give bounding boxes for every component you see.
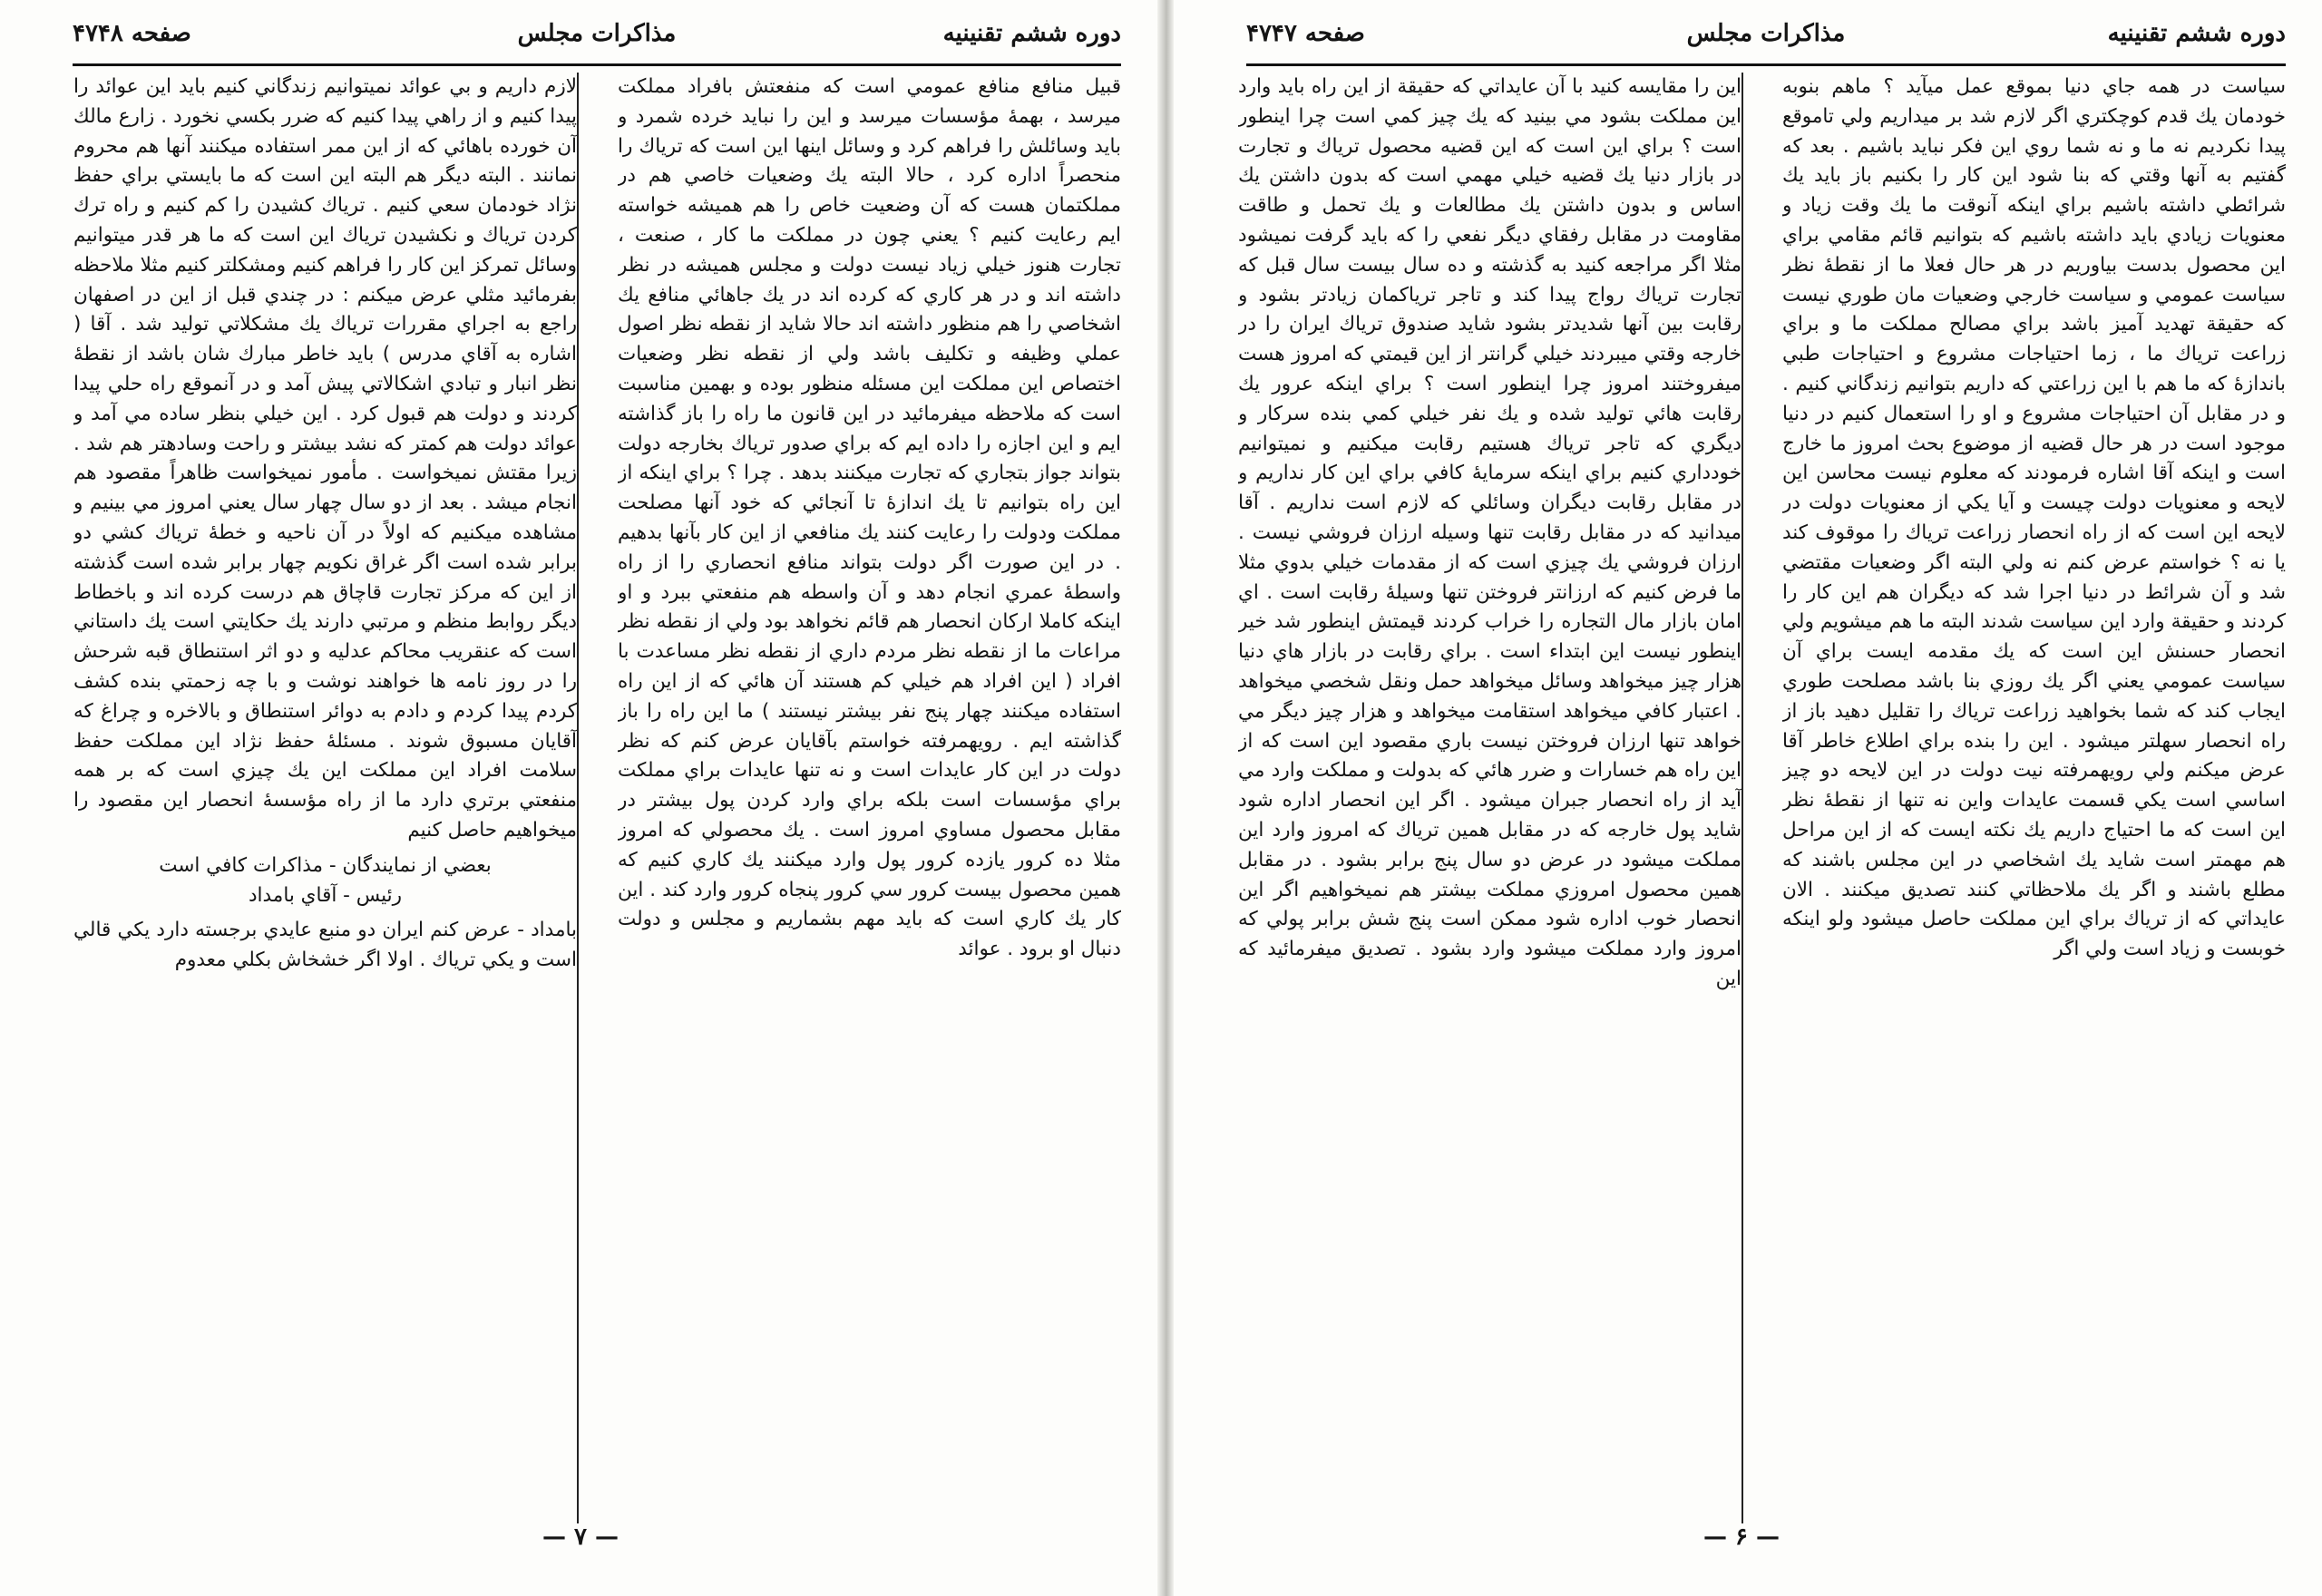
right-header-page-number: صفحه ۴۷۴۷ bbox=[1246, 20, 1365, 47]
book-gutter bbox=[1157, 0, 1174, 1596]
right-page bbox=[1174, 0, 2322, 1596]
right-page-right-column-text: سياست در همه جاي دنيا بموقع عمل ميآيد ؟ ماهم بنوبه خودمان يك قدم كوچكتري اگر لازم شد بر ميداريم ولي تاموقع پيدا نكرديم نه ما و نه شما روي اين فكر نبايد باشيم . بعد كه گفتيم به آنها وقتي كه بنا شود اين كار را بكنيم باز بايد يك شرائطي داشته باشيم براي اينكه آنوقت ما يك وقت زياد و معنويات زيادي بايد داشته باشيم كه بتوانيم قائم مقامي براي اين محصول بدست بياوريم در هر حال فعلا ما از نقطهٔ نظر سياست عمومي و سياست خارجي وضعيات مان طوري نيست كه حقيقة تهديد آميز باشد براي مصالح مملكت ما و براي زراعت ترياك ما ، زما احتياجات مشروع و احتياجات طبي باندازهٔ كه ما هم با اين زراعتي كه داريم بتوانيم زندگاني كنيم . و در مقابل آن احتياجات مشروع و او را استعمال كنيم در دنيا موجود است در هر حال قضيه از موضوع بحث امروز ما خارج است و اينكه آقا اشاره فرمودند كه معلوم نيست محاسن اين لايحه و معنويات دولت چيست و آيا يكي از معنويات دولت در لايحه اين است كه از راه انحصار زراعت ترياك را موقوف كند يا نه ؟ خواستم عرض كنم نه ولي البته اگر وضعيات مقتضي شد و آن شرائط در دنيا اجرا شد كه ديگران هم اين كار را كردند و حقيقة وارد اين سياست شدند البته ما هم ميشويم ولي انحصار حسنش اين است كه يك مقدمه ايست براي آن سياست عمومي يعني اگر يك روزي بنا باشد مصلحت طوري ايجاب كند كه شما بخواهيد زراعت ترياك را تقليل دهيد باز از راه انحصار سهلتر ميشود . اين را بنده براي اطلاع خاطر آقا عرض ميكنم ولي رويهمرفته نيت دولت در اين لايحه دو چيز اساسي است يكي قسمت عايدات واين نه تنها از نقطهٔ نظر اين است كه ما احتياج داريم يك نكته ايست كه از اين مراحل هم مهمتر است شايد يك اشخاصي در اين مجلس باشند كه مطلع باشند و اگر يك ملاحظاتي كنند تصديق ميكنند . الان عايداتي كه از ترياك براي اين مملكت حاصل ميشود ولو اينكه خوبست و زياد است ولي اگر bbox=[1782, 75, 2286, 961]
right-page-header bbox=[1246, 20, 2286, 60]
right-page-right-column bbox=[1782, 73, 2286, 1487]
left-page-right-column-text: قبيل منافع منافع عمومي است كه منفعتش بافراد مملكت ميرسد ، بهمهٔ مؤسسات ميرسد و اين را نبايد خرده شمرد و بايد وسائلش را فراهم كرد و وسائل اينها اين است كه ترياك را منحصراً اداره كرد ، حالا البته يك وضعيات خاصي هم در مملكتمان هست كه آن وضعيت خاص را هم هميشه خواسته ايم رعايت كنيم ؟ يعني چون در مملكت ما كار ، صنعت ، تجارت هنوز خيلي زياد نيست دولت و مجلس هميشه در نظر داشته اند و در هر كاري كه كرده اند در يك جاهائي منافع يك اشخاصي را هم منظور داشته اند حالا شايد از نقطه نظر اصول عملي وظيفه و تكليف باشد ولي از نقطه نظر وضعيات اختصاص اين مملكت اين مسئله منظور بوده و بهمين مناسبت است كه ملاحظه ميفرمائيد در اين قانون ما راه را باز گذاشته ايم و اين اجازه را داده ايم كه براي صدور ترياك بخارجه دولت بتواند جواز بتجاري كه تجارت ميكنند بدهد . چرا ؟ براي اينكه از اين راه بتوانيم تا يك اندازهٔ تا آنجائي كه خود آنها مصلحت مملكت ودولت را رعايت كنند يك منافعي از اين كار بآنها بدهيم . در اين صورت اگر دولت بتواند منافع انحصاري را از راه واسطهٔ عمري انجام دهد و آن واسطه هم منفعتي ببرد و او اينكه كاملا اركان انحصار هم قائم نخواهد بود ولي از نقطه نظر مراعات ما از نقطه نظر مردم داري از نقطه نظر مساعدت با افراد ( اين افراد هم خيلي كم هستند آن هائي كه از اين راه استفاده ميكنند چهار پنج نفر بيشتر نيستند ) ما اين راه را باز گذاشته ايم . رويهمرفته خواستم بآقايان عرض كنم كه نظر دولت در اين كار عايدات است و نه تنها عايدات براي مملكت براي مؤسسات است بلكه براي وارد كردن پول بيشتر در مقابل محصول مساوي امروز است . يك محصولي كه امروز مثلا ده كرور يازده كرور پول وارد ميكنند يك كاري كنيم كه همين محصول بيست كرور سي كرور پنجاه كرور وارد كند . اين كار يك كاري است كه بايد مهم بشماريم و مجلس و دولت دنبال او برود . عوائد bbox=[618, 75, 1121, 961]
left-header-rule bbox=[73, 63, 1121, 66]
left-header-session: دوره ششم تقنينيه bbox=[942, 20, 1121, 47]
left-header-title: مذاكرات مجلس bbox=[517, 20, 677, 47]
right-header-rule bbox=[1246, 63, 2286, 66]
left-page-header bbox=[73, 20, 1121, 60]
left-page-footer-number: — ۷ — bbox=[541, 1523, 620, 1551]
right-page-left-column-text: اين را مقايسه كنيد با آن عايداتي كه حقيقة از اين راه بايد وارد اين مملكت بشود مي بينيد كه يك چيز كمي است چرا اينطور است ؟ براي اين است كه اين قضيه محصول ترياك و تجارت در بازار دنيا يك قضيه خيلي مهمي است كه بدون داشتن يك اساس و بدون داشتن يك مطالعات و يك تحمل و طاقت مقاومت در مقابل رفقاي ديگر نفعي را كه بايد گرفت نميشود مثلا اگر مراجعه كنيد به گذشته و ده سال بيست سال قبل كه تجارت ترياك رواج پيدا كند و تاجر ترياكمان زيادتر بشود و رقابت بين آنها شديدتر بشود شايد صندوق ترياك ايران را در خارجه وقتي ميبردند خيلي گرانتر از اين قيمتي كه امروز هست ميفروختند امروز چرا اينطور است ؟ براي اينكه عرور يك رقابت هائي توليد شده و يك نفر خيلي كمي بنده سركار و ديگري كه تاجر ترياك هستيم رقابت ميكنيم و نميتوانيم خودداري كنيم براي اينكه سرمايهٔ كافي براي اين كار نداريم و در مقابل رقابت ديگران وسائلي كه لازم است نداريم . آقا ميدانيد كه در مقابل رقابت تنها وسيله ارزان فروشي نيست . ارزان فروشي يك چيزي است كه از مقدمات خيلي بدوي مثلا ما فرض كنيم كه ارزانتر فروختن تنها وسيلهٔ رقابت است . اي امان بازار مال التجاره را خراب كردند قيمتش اينطور شد خير اينطور نيست اين ابتداء است . براي رقابت در بازار هاي دنيا هزار چيز ميخواهد وسائل ميخواهد حمل ونقل شخصي ميخواهد . اعتبار كافي ميخواهد استقامت ميخواهد و هزار چيز ديگر مي خواهد تنها ارزان فروختن نيست باري مقصود اين است كه از اين راه هم خسارات و ضرر هائي كه بدولت و مملكت وارد مي آيد از راه انحصار جبران ميشود . اگر اين انحصار اداره شود شايد پول خارجه كه در مقابل همين ترياك كه امروز وارد اين مملكت ميشود در عرض دو سال پنج برابر بشود . در مقابل همين محصول امروزي مملكت بيشتر هم نميخواهيم اگر اين انحصار خوب اداره شود ممكن است پنج شش برابر پولي كه امروز وارد مملكت ميشود وارد بشود . تصديق ميفرمائيد كه اين bbox=[1238, 75, 1742, 990]
right-header-title: مذاكرات مجلس bbox=[1686, 20, 1846, 47]
left-header-page-number: صفحه ۴۷۴۸ bbox=[73, 20, 191, 47]
right-page-footer-number: — ۶ — bbox=[1702, 1523, 1781, 1551]
left-column-divider bbox=[577, 73, 579, 1523]
left-page-left-column bbox=[73, 73, 577, 1487]
members-remark: بعضي از نمايندگان - مذاكرات كافي است bbox=[159, 853, 492, 877]
right-column-divider bbox=[1742, 73, 1743, 1523]
right-header-session: دوره ششم تقنينيه bbox=[2107, 20, 2286, 47]
left-page-left-column-text: لازم داريم و بي عوائد نميتوانيم زندگاني كنيم بايد اين عوائد را پيدا كنيم و از راهي پيدا كنيم كه ضرر بكسي نخورد . زارع مالك آن خورده باهائي كه از اين ممر استفاده ميكنند آنها هم محروم نمانند . البته ديگر هم البته اين است كه ما بايستي براي حفظ نژاد خودمان سعي كنيم . ترياك كشيدن را كم كنيم و راه ترك كردن ترياك و نكشيدن ترياك اين است كه ما هر قدر ميتوانيم وسائل تمركز اين كار را فراهم كنيم ومشكلتر كنيم مثلا ملاحظه بفرمائيد مثلي عرض ميكنم : در چندي قبل از اين در اصفهان راجع به اجراي مقررات ترياك يك مشكلاتي توليد شد . آقا ( اشاره به آقاي مدرس ) بايد خاطر مبارك شان باشد از نقطهٔ نظر انبار و تبادي اشكالاتي پيش آمد و در آنموقع راه حلي پيدا كردند و دولت هم قبول كرد . اين خيلي بنظر ساده مي آمد و عوائد دولت هم كمتر كه نشد بيشتر و راحت وسادهتر هم شد . زيرا مقتش نميخواست . مأمور نميخواست ظاهراً مقصود هم انجام ميشد . بعد از دو سال چهار سال يعني امروز مي بينيم و مشاهده ميكنيم كه اولاً در آن ناحيه و خطهٔ ترياك كشي دو برابر شده است اگر غراق نكويم چهار برابر شده است گذشته از اين كه مركز تجارت قاچاق هم درست كرده اند و باخطاط ديگر روابط منظم و مرتبي دارند يك حكايتي است يك داستاني است كه عنقريب محاكم عدليه و دو اثر استنطاق قبه شرحش را در روز نامه ها خواهند نوشت و با چه زحمتي بنده كشف كردم پيدا كردم و دادم به دوائر استنطاق و بالاخره و چراغ كه آقايان مسبوق شوند . مسئلهٔ حفظ نژاد اين مملكت حفظ سلامت افراد اين مملكت اين يك چيزي است كه بر همه منفعتي برتري دارد ما از راه مؤسسهٔ انحصار اين مقصود را ميخواهيم حاصل كنيم bbox=[73, 75, 577, 842]
president-remark: رئيس - آقاي بامداد bbox=[248, 883, 403, 907]
left-page-right-column bbox=[618, 73, 1121, 1487]
bamdad-speech: بامداد - عرض كنم ايران دو منبع عايدي برجسته دارد يكي قالي است و يكي ترياك . اولا اگر خشخاش بكلي معدوم bbox=[73, 919, 577, 972]
left-page bbox=[0, 0, 1157, 1596]
right-page-left-column bbox=[1238, 73, 1742, 1487]
